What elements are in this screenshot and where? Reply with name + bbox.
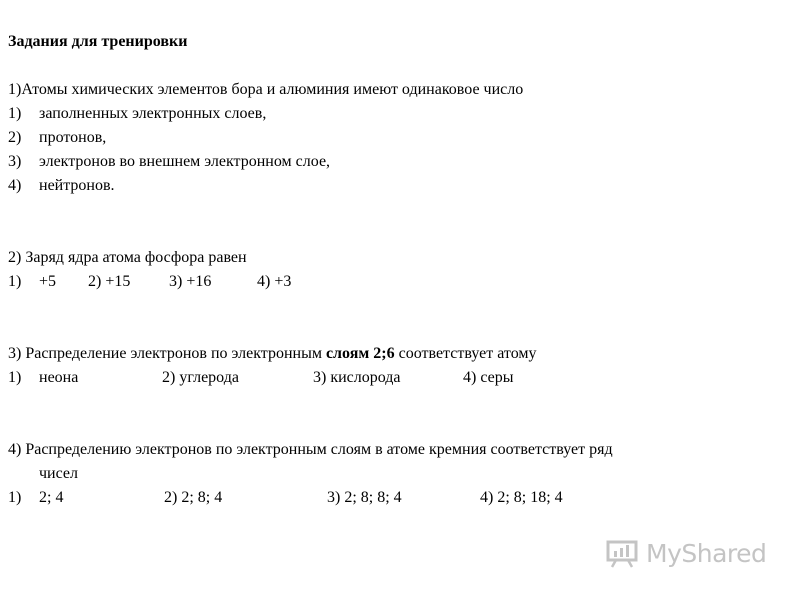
- option-1: +5: [39, 273, 57, 290]
- question-2: 2) Заряд ядра атома фосфора равен: [8, 249, 247, 266]
- option-3: 3) +16: [169, 273, 212, 290]
- question-4-options: [8, 488, 563, 508]
- option-4: 4) серы: [463, 369, 514, 386]
- question-1-option-3: [8, 152, 330, 172]
- myshared-logo: [606, 536, 766, 572]
- question-3-text-bold: слоям 2;6: [325, 345, 395, 362]
- option-number: 1): [8, 369, 22, 386]
- option-number: 1): [8, 489, 22, 506]
- option-2: 2) +15: [88, 273, 131, 290]
- question-1-option-4: [8, 176, 115, 196]
- question-3: [8, 344, 537, 364]
- option-number: 2): [8, 129, 22, 146]
- option-text: протонов,: [39, 129, 107, 146]
- option-1: 2; 4: [39, 489, 64, 506]
- option-number: 4): [8, 177, 22, 194]
- option-text: заполненных электронных слоев,: [39, 105, 267, 122]
- question-2-options: [8, 272, 291, 292]
- option-text: нейтронов.: [39, 177, 115, 194]
- option-4: 4) 2; 8; 18; 4: [480, 489, 563, 506]
- logo-wordmark: MyShared: [646, 539, 767, 568]
- option-text: электронов во внешнем электронном слое,: [39, 153, 331, 170]
- option-3: 3) 2; 8; 8; 4: [327, 489, 402, 506]
- question-3-text-end: соответствует атому: [394, 345, 537, 362]
- question-1-option-1: [8, 104, 266, 124]
- presentation-board-icon: [606, 540, 640, 568]
- option-number: 3): [8, 153, 22, 170]
- question-3-options: [8, 368, 513, 388]
- question-4-continuation: чисел: [39, 465, 78, 482]
- option-3: 3) кислорода: [313, 369, 401, 386]
- option-number: 1): [8, 273, 22, 290]
- question-4: 4) Распределению электронов по электронным слоям в атоме кремния соответствует ряд: [8, 441, 613, 458]
- option-2: 2) углерода: [162, 369, 239, 386]
- option-1: неона: [39, 369, 79, 386]
- question-1-option-2: [8, 128, 106, 148]
- option-2: 2) 2; 8; 4: [164, 489, 223, 506]
- question-3-text-start: 3) Распределение электронов по электронным: [8, 345, 326, 362]
- page-title: Задания для тренировки: [8, 33, 188, 50]
- option-number: 1): [8, 105, 22, 122]
- question-1: 1)Атомы химических элементов бора и алюминия имеют одинаковое число: [8, 81, 524, 98]
- option-4: 4) +3: [257, 273, 292, 290]
